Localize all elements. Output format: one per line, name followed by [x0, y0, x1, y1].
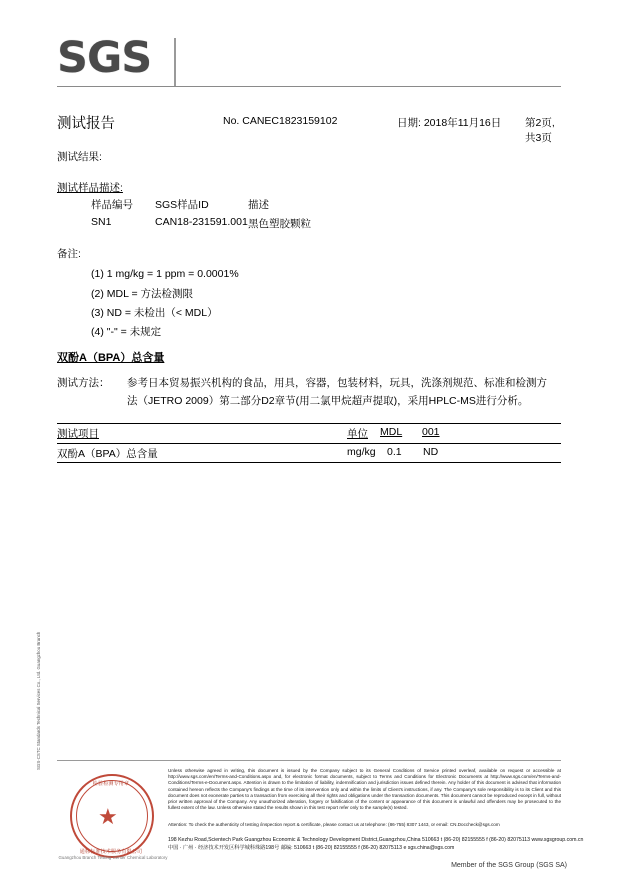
stamp-sub-label: Guangzhou Branch Testing Center Chemical Laboratory [58, 855, 168, 860]
stamp-arc-top-text: 检验检测专用章 [92, 781, 130, 787]
sample-value-desc: 黑色塑胶颗粒 [248, 218, 311, 230]
footer-address-cn: 中国 · 广州 · 经济技术开发区科学城科珠路198号 邮编: 510663 t (86-20) 82155555 f (86-20) 82075113 e sgs.china@sgs.com [168, 845, 455, 851]
result-col-001: 001 [422, 426, 440, 438]
result-table-mid-rule [57, 443, 561, 444]
document-number: No. CANEC1823159102 [223, 115, 338, 127]
sample-value-id: CAN18-231591.001 [155, 216, 248, 228]
result-col-item: 测试项目 [57, 428, 99, 440]
result-table-top-rule [57, 423, 561, 424]
footer-address-en: 198 Kezhu Road,Scientech Park Guangzhou Economic & Technology Development District,Guangzhou,China 510663 t (86-20) 82155555 f (86-20) 82075113 www.sgsgroup.com.cn [168, 837, 584, 843]
note-item-3: (3) ND = 未检出（< MDL） [91, 307, 218, 319]
sgs-logo-text: SGS [57, 33, 152, 83]
sample-value-no: SN1 [91, 216, 112, 228]
star-icon: ★ [98, 804, 118, 829]
legal-attention: Attention: To check the authenticity of testing /inspection report & certificate, please contact us at telephone: (86-755) 8307 1443, or email: CN.Doccheck@sgs.com [168, 822, 500, 827]
results-label: 测试结果: [57, 151, 102, 163]
result-value-mdl: 0.1 [387, 446, 402, 458]
legal-disclaimer [168, 768, 561, 811]
sample-description-title: 测试样品描述: [57, 182, 123, 194]
sgs-logo [57, 33, 177, 84]
logo-divider-tick [174, 38, 176, 86]
header-rule [57, 86, 561, 87]
page-title: 测试报告 [57, 116, 115, 132]
result-value-unit: mg/kg [347, 446, 376, 458]
page-indicator: 第2页,共3页 [525, 117, 555, 144]
method-line-2: 法（JETRO 2009）第二部分D2章节(用二氯甲烷超声提取)，采用HPLC-MS进行分析。 [127, 395, 529, 407]
notes-title: 备注: [57, 248, 81, 260]
result-value-item: 双酚A（BPA）总含量 [57, 448, 158, 460]
bpa-section-heading: 双酚A（BPA）总含量 [57, 352, 165, 364]
method-line-1: 参考日本贸易振兴机构的食品，用具，容器，包装材料，玩具，洗涤剂规范、标准和检测方 [127, 377, 547, 389]
sample-col-no: 样品编号 [91, 199, 133, 211]
sample-col-id: SGS样品ID [155, 199, 209, 211]
result-value-001: ND [423, 446, 439, 458]
company-stamp [62, 768, 160, 866]
result-table-bottom-rule [57, 462, 561, 463]
legal-body: Unless otherwise agreed in writing, this document is issued by the Company subject to its General Conditions of Service printed overleaf, available on request or accessible at http://www.sgs.com/en/Terms-and-Conditions.aspx and, for electronic format documents, subject to Terms and Conditions for Electronic Documents at http://www.sgs.com/en/Terms-and-Conditions/Terms-e-Document.aspx. Attention is drawn to the limitation of liability, indemnification and jurisdiction issues defined therein. Any holder of this document is advised that information contained hereon reflects the Company's findings at the time of its intervention only and within the limits of Client's instructions, if any. The Company's sole responsibility is to its Client and this document does not exonerate parties to a transaction from exercising all their rights and obligations under the transaction documents. This document cannot be reproduced except in full, without prior written approval of the Company. Any unauthorized alteration, forgery or falsification of the content or appearance of this document is unlawful and offenders may be prosecuted to the fullest extent of the law. Unless otherwise stated the results shown in this test report refer only to the sample(s) tested. [168, 768, 561, 811]
footer-member-note: Member of the SGS Group (SGS SA) [451, 862, 567, 869]
stamp-side-label: SGS-CSTC Standards Technical Services Co., Ltd. Guangzhou Branch [36, 631, 41, 770]
footer-rule [57, 760, 561, 761]
footer-address [168, 836, 584, 852]
sample-col-desc: 描述 [248, 199, 269, 211]
title-row [57, 112, 561, 144]
result-col-mdl: MDL [380, 426, 403, 438]
note-item-1: (1) 1 mg/kg = 1 ppm = 0.0001% [91, 268, 239, 280]
method-label: 测试方法： [57, 377, 110, 389]
document-date: 日期: 2018年11月16日 [397, 117, 502, 129]
note-item-2: (2) MDL = 方法检测限 [91, 288, 193, 300]
stamp-arc-bottom-text: 通标标准技术服务有限公司 [79, 849, 143, 855]
result-col-unit: 单位 [347, 428, 368, 440]
note-item-4: (4) "-" = 未规定 [91, 326, 162, 338]
